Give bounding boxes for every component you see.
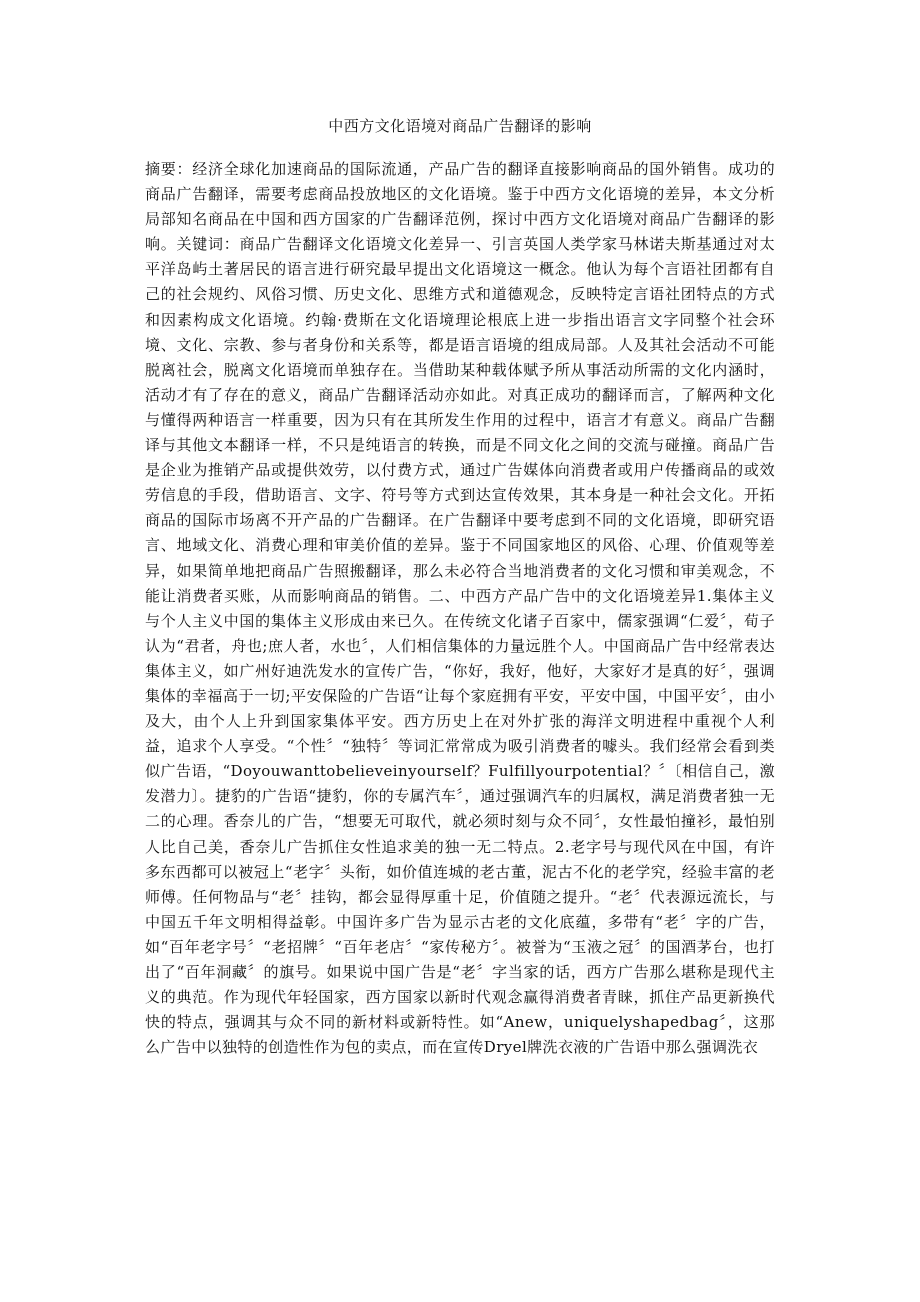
document-title: 中西方文化语境对商品广告翻译的影响 — [328, 117, 592, 135]
document-body-text: 摘要：经济全球化加速商品的国际流通，产品广告的翻译直接影响商品的国外销售。成功的商品广告翻译，需要考虑商品投放地区的文化语境。鉴于中西方文化语境的差异，本文分析局部知名商品在中国和西方国家的广告翻译范例，探讨中西方文化语境对商品广告翻译的影响。关键词：商品广告翻译文化语境文化差异一、引言英国人类学家马林诺夫斯基通过对太平洋岛屿土著居民的语言进行研究最早提出文化语境这一概念。他认为每个言语社团都有自己的社会规约、风俗习惯、历史文化、思维方式和道德观念，反映特定言语社团特点的方式和因素构成文化语境。约翰·费斯在文化语境理论根底上进一步指出语言文字同整个社会环境、文化、宗教、参与者身份和关系等，都是语言语境的组成局部。人及其社会活动不可能脱离社会，脱离文化语境而单独存在。当借助某种载体赋予所从事活动所需的文化内涵时，活动才有了存在的意义，商品广告翻译活动亦如此。对真正成功的翻译而言，了解两种文化与懂得两种语言一样重要，因为只有在其所发生作用的过程中，语言才有意义。商品广告翻译与其他文本翻译一样，不只是纯语言的转换，而是不同文化之间的交流与碰撞。商品广告是企业为推销产品或提供效劳，以付费方式，通过广告媒体向消费者或用户传播商品的或效劳信息的手段，借助语言、文字、符号等方式到达宣传效果，其本身是一种社会文化。开拓商品的国际市场离不开产品的广告翻译。在广告翻译中要考虑到不同的文化语境，即研究语言、地域文化、消费心理和审美价值的差异。鉴于不同国家地区的风俗、心理、价值观等差异，如果简单地把商品广告照搬翻译，那么未必符合当地消费者的文化习惯和审美观念，不能让消费者买账，从而影响商品的销售。二、中西方产品广告中的文化语境差异1.集体主义与个人主义中国的集体主义形成由来已久。在传统文化诸子百家中，儒家强调“仁爱〞，荀子认为“君者，舟也;庶人者，水也〞，人们相信集体的力量远胜个人。中国商品广告中经常表达集体主义，如广州好迪洗发水的宣传广告，“你好，我好，他好，大家好才是真的好〞，强调集体的幸福高于一切;平安保险的广告语“让每个家庭拥有平安，平安中国，中国平安〞，由小及大，由个人上升到国家集体平安。西方历史上在对外扩张的海洋文明进程中重视个人利益，追求个人享受。“个性〞“独特〞等词汇常常成为吸引消费者的噱头。我们经常会看到类似广告语，“Doyouwanttobelieveinyourself？Fulfillyourpotential？〞〔相信自己，激发潜力〕。捷豹的广告语“捷豹，你的专属汽车〞，通过强调汽车的归属权，满足消费者独一无二的心理。香奈儿的广告，“想要无可取代，就必须时刻与众不同〞，女性最怕撞衫，最怕别人比自己美，香奈儿广告抓住女性追求美的独一无二特点。2.老字号与现代风在中国，有许多东西都可以被冠上“老字〞头衔，如价值连城的老古董，泥古不化的老学究，经验丰富的老师傅。任何物品与“老〞挂钩，都会显得厚重十足，价值随之提升。“老〞代表源远流长，与中国五千年文明相得益彰。中国许多广告为显示古老的文化底蕴，多带有“老〞字的广告，如“百年老字号〞“老招牌〞“百年老店〞“家传秘方〞。被誉为“玉液之冠〞的国酒茅台，也打出了“百年洞藏〞的旗号。如果说中国广告是“老〞字当家的话，西方广告那么堪称是现代主义的典范。作为现代年轻国家，西方国家以新时代观念赢得消费者青睐，抓住产品更新换代快的特点，强调其与众不同的新材料或新特性。如“Anew，uniquelyshapedbag〞，这那么广告中以独特的创造性作为包的卖点，而在宣传Dryel牌洗衣液的广告语中那么强调洗衣 — [145, 160, 775, 1057]
